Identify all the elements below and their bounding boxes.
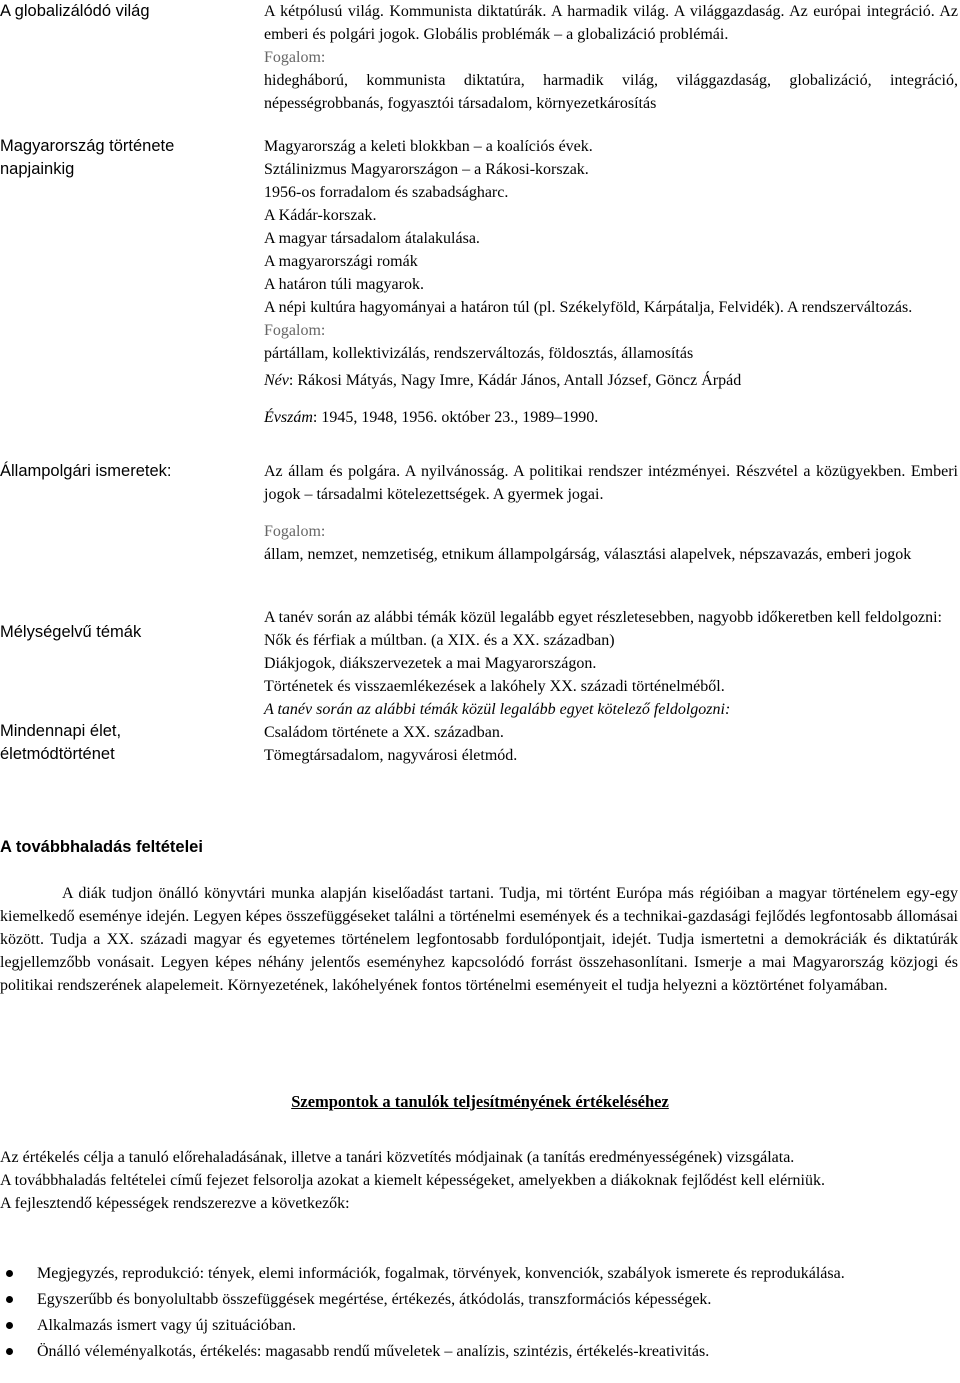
evaluation-section: [0, 1146, 958, 1215]
topics-text: Az állam és polgára. A nyilvánosság. A politikai rendszer intézményei. Részvétel a közügyekben. Emberi jogok – társadalmi kötelezettségek. A gyermek jogai.: [264, 463, 958, 503]
evaluation-paragraph: Az értékelés célja a tanuló előrehaladásának, illetve a tanári közvetítés módjainak (a tanítás eredményességének) vizsgálata.: [0, 1149, 795, 1166]
concepts-text: pártállam, kollektivizálás, rendszerváltozás, földosztás, államosítás: [264, 345, 694, 362]
names-line: [264, 369, 958, 392]
list-item-text: Megjegyzés, reprodukció: tények, elemi információk, fogalmak, törvények, konvenciók, szabályok ismerete és reprodukálása.: [37, 1265, 845, 1282]
topic-line: Sztálinizmus Magyarországon – a Rákosi-korszak.: [264, 161, 589, 178]
bullet-icon: [6, 1270, 13, 1277]
evaluation-title: Szempontok a tanulók teljesítményének értékeléséhez: [291, 1092, 669, 1111]
years-line: [264, 406, 958, 429]
row-title-civic-knowledge: Állampolgári ismeretek:: [0, 462, 172, 480]
progress-paragraph: A diák tudjon önálló könyvtári munka alapján kiselőadást tartani. Tudja, mi történt Európa más régióiban a magyar történelem egy-egy kiemelkedő eseménye idején. Legyen képes összefüggéseket találni a történelmi események és a technikai-gazdasági fejlődés legfontosabb állomásai között. Tudja a XX. századi magyar és egyetemes történelem legfontosabb fordulópontjait, idejét. Tudja ismertetni a demokráciák és diktatúrák legjellemzőbb vonásait. Legyen képes néhány jelentős eseményhez kapcsolódó forrást összehasonlítani. Ismerje a mai Magyarország közjogi és politikai rendszerének alapelemeit. Környezetének, lakóhelyének fontos történelmi eseményeit el tudja helyezni a köztörténet folyamában.: [0, 885, 958, 994]
names-text: : Rákosi Mátyás, Nagy Imre, Kádár János, Antall József, Göncz Árpád: [288, 372, 742, 389]
topic-line: A határon túli magyarok.: [264, 276, 424, 293]
topic-line: A Kádár-korszak.: [264, 207, 377, 224]
concept-label: Fogalom:: [264, 523, 326, 540]
topic-line: Nők és férfiak a múltban. (a XIX. és a XX. században): [264, 632, 615, 649]
topic-line: Történetek és visszaemlékezések a lakóhely XX. századi történelméből.: [264, 678, 725, 695]
row-content-in-depth-topics: [264, 606, 958, 767]
list-item: [0, 1288, 958, 1311]
concept-label: Fogalom:: [264, 49, 326, 66]
topics-text: A kétpólusú világ. Kommunista diktatúrák. A harmadik világ. A világgazdaság. Az európai integráció. Az emberi és polgári jogok. Globális problémák – a globalizáció problémái.: [264, 3, 958, 43]
list-item: [0, 1314, 958, 1337]
topic-line: Tömegtársadalom, nagyvárosi életmód.: [264, 747, 518, 764]
list-item: [0, 1262, 958, 1285]
list-item: [0, 1340, 958, 1363]
row-title-everyday-life: Mindennapi élet, életmódtörténet: [0, 722, 122, 763]
progress-heading: A továbbhaladás feltételei: [0, 838, 203, 856]
years-text: : 1945, 1948, 1956. október 23., 1989–1990.: [312, 409, 599, 426]
evaluation-paragraph: A továbbhaladás feltételei című fejezet felsorolja azokat a kiemelt képességeket, amelyekben a diákoknak fejlődést kell elérniük.: [0, 1172, 825, 1189]
skills-list: [0, 1262, 958, 1366]
row-content-hungary-history: [264, 135, 958, 429]
years-label: Évszám: [264, 409, 313, 426]
mandatory-text: A tanév során az alábbi témák közül legalább egyet kötelező feldolgozni:: [264, 701, 731, 718]
topic-line: A magyarországi romák: [264, 253, 418, 270]
bullet-icon: [6, 1348, 13, 1355]
topic-line: Magyarország a keleti blokkban – a koalíciós évek.: [264, 138, 593, 155]
topic-line: A magyar társadalom átalakulása.: [264, 230, 480, 247]
list-item-text: Önálló véleményalkotás, értékelés: magasabb rendű műveletek – analízis, szintézis, értékelés-kreativitás.: [37, 1343, 710, 1360]
names-label: Név: [264, 372, 289, 389]
evaluation-paragraph: A fejlesztendő képességek rendszerezve a következők:: [0, 1195, 350, 1212]
row-title-hungary-history: Magyarország története napjainkig: [0, 137, 175, 178]
row-content-civic-knowledge: [264, 460, 958, 566]
topic-line: Diákjogok, diákszervezetek a mai Magyarországon.: [264, 655, 597, 672]
bullet-icon: [6, 1296, 13, 1303]
list-item-text: Alkalmazás ismert vagy új szituációban.: [37, 1317, 297, 1334]
topic-line: Családom története a XX. században.: [264, 724, 504, 741]
row-title-in-depth-topics: Mélységelvű témák: [0, 623, 142, 641]
concept-label: Fogalom:: [264, 322, 326, 339]
topic-line: 1956-os forradalom és szabadságharc.: [264, 184, 509, 201]
concepts-text: hidegháború, kommunista diktatúra, harmadik világ, világgazdaság, globalizáció, integráció, népességrobbanás, fogyasztói társadalom, környezetkárosítás: [264, 72, 958, 112]
concepts-text: állam, nemzet, nemzetiség, etnikum állampolgárság, választási alapelvek, népszavazás, emberi jogok: [264, 546, 912, 563]
row-title-globalizing-world: A globalizálódó világ: [0, 2, 150, 20]
topic-line: A népi kultúra hagyományai a határon túl (pl. Székelyföld, Kárpátalja, Felvidék). A rendszerváltozás.: [264, 299, 913, 316]
bullet-icon: [6, 1322, 13, 1329]
intro-text: A tanév során az alábbi témák közül legalább egyet részletesebben, nagyobb időkeretben kell feldolgozni:: [264, 609, 942, 626]
row-content-globalizing-world: [264, 0, 958, 115]
list-item-text: Egyszerűbb és bonyolultabb összefüggések megértése, értékezés, átkódolás, transzformációs képességek.: [37, 1291, 712, 1308]
